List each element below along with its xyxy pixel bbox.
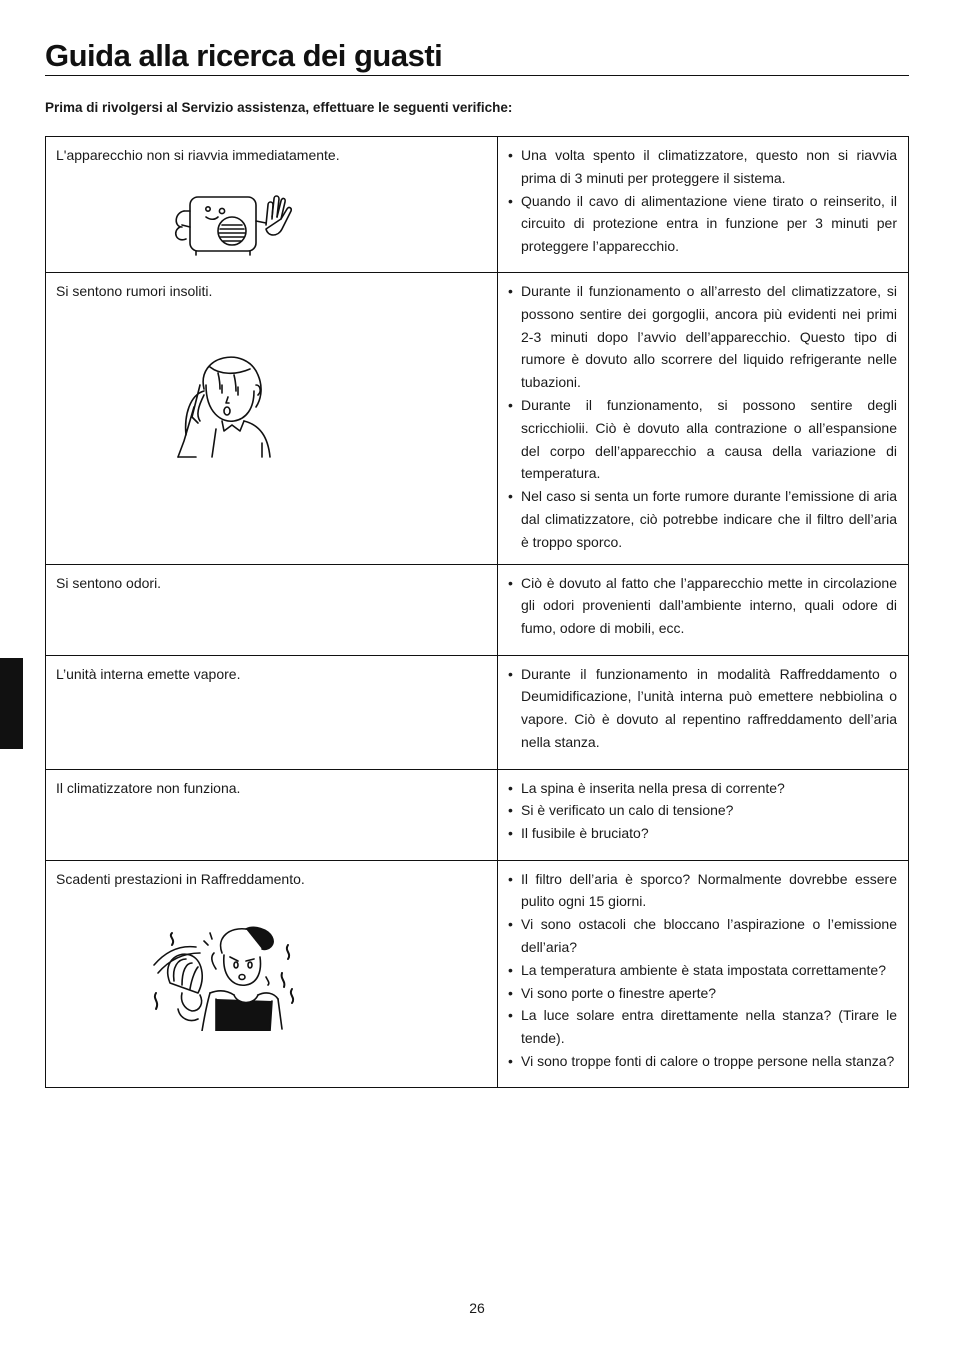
list-item: • Vi sono porte o finestre aperte?	[508, 982, 897, 1005]
solution-list	[508, 572, 897, 640]
solution-cell	[498, 137, 909, 273]
problem-cell	[46, 273, 498, 565]
person-fanning-hot-icon	[150, 923, 302, 1031]
section-tab-marker	[0, 658, 23, 749]
list-item: • Il filtro dell’aria è sporco? Normalmente dovrebbe essere pulito ogni 15 giorni.	[508, 868, 897, 914]
title-divider	[45, 75, 909, 76]
solution-cell	[498, 655, 909, 769]
problem-text: Si sentono odori.	[56, 574, 162, 591]
list-item: • Quando il cavo di alimentazione viene tirato o reinserito, il circuito di protezione entra in funzione per 3 minuti per proteggere l’apparecchio.	[508, 190, 897, 258]
list-item: • Il fusibile è bruciato?	[508, 822, 897, 845]
table-row	[46, 564, 909, 655]
solution-cell	[498, 273, 909, 565]
table-row	[46, 655, 909, 769]
table-row	[46, 860, 909, 1087]
problem-text: Scadenti prestazioni in Raffreddamento.	[56, 870, 305, 887]
list-item: • Durante il funzionamento, si possono sentire degli scricchiolii. Ciò è dovuto alla contrazione o all’espansione del corpo dell’apparecchio a causa della variazione di temperatura.	[508, 394, 897, 485]
air-conditioner-waving-hand-icon	[170, 187, 298, 257]
page-number: 26	[469, 1300, 485, 1316]
problem-cell	[46, 137, 498, 273]
problem-cell	[46, 860, 498, 1087]
problem-text: L’unità interna emette vapore.	[56, 665, 241, 682]
person-listening-icon	[176, 345, 276, 469]
problem-text: L'apparecchio non si riavvia immediatamente.	[56, 147, 340, 163]
list-item: • La luce solare entra direttamente nella stanza? (Tirare le tende).	[508, 1004, 897, 1050]
problem-text: Il climatizzatore non funziona.	[56, 779, 241, 796]
intro-text: Prima di rivolgersi al Servizio assistenza, effettuare le seguenti verifiche:	[45, 100, 513, 115]
troubleshooting-table	[45, 136, 909, 1088]
solution-list	[508, 663, 897, 754]
list-item: • Durante il funzionamento o all’arresto del climatizzatore, si possono sentire dei gorgoglii, ancora più evidenti nei primi 2-3 minuti dopo l’avvio dell’apparecchio. Questo tipo di rumore è dovuto allo scorrere del liquido refrigerante nelle tubazioni.	[508, 280, 897, 394]
list-item: • Si è verificato un calo di tensione?	[508, 799, 897, 822]
problem-cell	[46, 655, 498, 769]
list-item: • Nel caso si senta un forte rumore durante l’emissione di aria dal climatizzatore, ciò potrebbe indicare che il filtro dell’aria è troppo sporco.	[508, 485, 897, 553]
solution-list	[508, 777, 897, 845]
solution-list	[508, 144, 897, 258]
table-row	[46, 769, 909, 860]
list-item: • Vi sono ostacoli che bloccano l’aspirazione o l’emissione dell’aria?	[508, 913, 897, 959]
list-item: • Durante il funzionamento in modalità Raffreddamento o Deumidificazione, l’unità interna può emettere nebbiolina o vapore. Ciò è dovuto al repentino raffreddamento dell’aria nella stanza.	[508, 663, 897, 754]
list-item: • Vi sono troppe fonti di calore o troppe persone nella stanza?	[508, 1050, 897, 1073]
list-item: • La spina è inserita nella presa di corrente?	[508, 777, 897, 800]
table-row	[46, 273, 909, 565]
list-item: • La temperatura ambiente è stata impostata correttamente?	[508, 959, 897, 982]
solution-cell	[498, 564, 909, 655]
solution-cell	[498, 769, 909, 860]
solution-cell	[498, 860, 909, 1087]
list-item: • Ciò è dovuto al fatto che l’apparecchio mette in circolazione gli odori provenienti dall’ambiente interno, quali odore di fumo, odore di mobili, ecc.	[508, 572, 897, 640]
problem-text: Si sentono rumori insoliti.	[56, 283, 213, 299]
solution-list	[508, 280, 897, 554]
problem-cell	[46, 564, 498, 655]
problem-cell	[46, 769, 498, 860]
list-item: • Una volta spento il climatizzatore, questo non si riavvia prima di 3 minuti per proteggere il sistema.	[508, 144, 897, 190]
page-title: Guida alla ricerca dei guasti	[45, 38, 443, 73]
table-row	[46, 137, 909, 273]
solution-list	[508, 868, 897, 1073]
